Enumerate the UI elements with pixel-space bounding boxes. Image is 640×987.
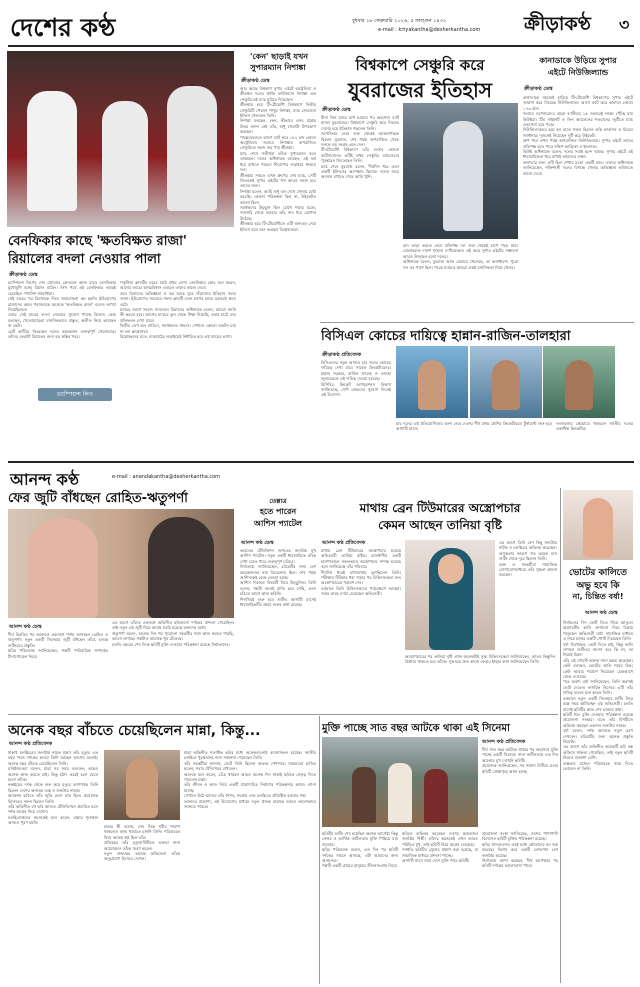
benfica-byline: ক্রীড়াকণ্ঠ ডেস্ক xyxy=(9,272,38,278)
bcl-article-body: বিসিএলের নতুন আসরে চার দলের কোচের দায়িত্বে দেখা যাবে সাবেক ক্রিকেটারদের। হান্নান সরকার, রাজিন সালেহ ও তালহা জুবায়েরকে এই দায়িত্ব দেওয়া হয়েছে। বিসিবির ক্রিকেট অপারেশনস বিভাগ জানিয়েছে, দেশি কোচদের সুযোগ দিতেই এই উদ্যোগ। xyxy=(321,360,391,398)
football-celebration-photo xyxy=(7,51,234,227)
voter-headline-3: না, চিন্তিত বর্ষা! xyxy=(572,592,624,601)
kanada-headline-2: এইটে নিউজিল্যান্ড xyxy=(547,68,609,77)
benfica-article-body-2: পর্তুগিজ ক্লাবটির ঘরের মাঠে প্রথম লেগ। বেনফিকার কোচ মনে করেন, আগের জয়ের আত্মবিশ্বাস এবারও তাদের কাজে দেবে। তবে রিয়ালের অভিজ্ঞতা ও বড় ম্যাচে ঘুরে দাঁড়ানোর ইতিহাস সবার জানা। ইউরোপের সবচেয়ে সফল ক্লাবটি এমন চাপের ম্যাচে বরাবরই জ্বলে ওঠে। ম্যাচের আগে সংবাদ সম্মেলনে রিয়ালের অধিনায়ক বলেন, আমরা জানি কী করতে হবে। আগের ম্যাচের ভুল থেকে শিক্ষা নিয়েছি, এবার মাঠে তার প্রতিফলন দেখা যাবে। দ্বিতীয় লেগ হবে মাদ্রিদে, সমর্থকদের সামনে। সেখানে কোনো অঘটন চায় না লস ব্লাঙ্কোসরা। বিশ্লেষকদের মতে, মাঝমাঠের লড়াইয়েই নির্ধারিত হবে এই ম্যাচের ভাগ্য। xyxy=(120,280,236,340)
actor-face xyxy=(126,758,158,818)
mukti-article-body-3: ছবিতে অভিনয় করেছেন দেশের কয়েকজন জনপ্রিয় শিল্পী। তাঁদের অনেকেই এখন আরও পরিচিত মুখ, তাই ছবিটি নিয়ে আগ্রহ বেড়েছে। সম্প্রতি ছবিটির ট্রেলার প্রকাশ করা হয়েছে, যা সামাজিক মাধ্যমে প্রশংসা পাচ্ছে। আগামী মাসে সারা দেশে মুক্তি পাবে ছবিটি। xyxy=(402,831,478,864)
kanada-byline: ক্রীড়াকণ্ঠ ডেস্ক xyxy=(524,86,553,92)
actress-figure xyxy=(28,519,98,618)
batsman-figure xyxy=(443,121,483,231)
tania-article-body-2: অস্ত্রোপচারের পর তানিয়া বৃষ্টি এখন অনেকটাই সুস্থ। চিকিৎসকেরা জানিয়েছেন, আরও কিছুদিন বিশ্রামে থাকতে হবে তাঁকে। সুস্থ হয়ে দ্রুত কাজে ফেরার ইচ্ছার কথা জানিয়েছেন তিনি। xyxy=(405,654,555,665)
mukti-article-body-4: প্রযোজনা সংস্থা জানিয়েছে, দেশের পাশাপাশি বিদেশেও ছবিটি মুক্তির পরিকল্পনা রয়েছে। ছবির গানগুলোও এরই মধ্যে শ্রোতাদের মন জয় করেছে। বিশেষ করে একটি লোকগান বেশ জনপ্রিয় হয়েছে। নির্মাতারা আশা করছেন, দীর্ঘ অপেক্ষার পর ছবিটি দর্শকের ভালোবাসা পাবে। xyxy=(482,831,558,869)
borsha-photo xyxy=(563,490,633,560)
dateline: বুধবার ১৮ ফেব্রুয়ারি ২০২৬, ৫ ফাল্গুন ১৪৩২ xyxy=(352,18,447,24)
tania-article-body-3: এর আগে তিনি বেশ কিছু জনপ্রিয় নাটক ও চলচ্চিত্রে অভিনয় করেছেন। অসুস্থতার কারণে গত কয়েক মাস শুটিং থেকে দূরে ছিলেন তিনি। ভক্ত ও সহকর্মীরা সামাজিক যোগাযোগমাধ্যমে তাঁর সুস্থতা কামনা করছেন। xyxy=(499,540,557,578)
bcl-byline: ক্রীড়াকণ্ঠ প্রতিবেদক xyxy=(322,352,362,358)
tania-article-body: মাথায় ব্রেন টিউমারের অস্ত্রোপচার হয়েছে অভিনেত্রী তানিয়া বৃষ্টির। রাজধানীর একটি হাসপাতালে সফলভাবে অস্ত্রোপচার সম্পন্ন হয়েছে বলে জানিয়েছে তাঁর পরিবার। দীর্ঘদিন ধরেই মাথাব্যথায় ভুগছিলেন তিনি। পরীক্ষায় টিউমার ধরা পড়ার পর চিকিৎসকেরা দ্রুত অস্ত্রোপচারের পরামর্শ দেন। বর্তমানে তিনি চিকিৎসকদের পর্যবেক্ষণে আছেন। সবার কাছে দোয়া চেয়েছেন অভিনেত্রী। xyxy=(321,548,401,597)
coach-face xyxy=(492,360,520,410)
coach-face xyxy=(565,360,593,410)
kanada-headline-1: কানাডাকে উড়িয়ে সুপার xyxy=(539,56,617,65)
crowd-figure xyxy=(352,767,376,823)
ashi-kicker: তেল্লাত্র xyxy=(269,498,287,505)
coach-face xyxy=(418,360,446,410)
ashi-byline: আনন্দ কণ্ঠ ডেস্ক xyxy=(241,540,274,546)
ashi-article-body: ভারতের টেলিভিশন জগতের জনপ্রিয় মুখ আশিস প্যাটেল। নতুন একটি ধারাবাহিকে তাঁকে দেখা যেতে পারে গুরুত্বপূর্ণ চরিত্রে। নির্মাতারা জানিয়েছেন, চরিত্রটির জন্য বেশ কয়েকজনের নাম বিবেচনায় ছিল। শেষ পর্যন্ত আশিসকেই বেছে নেওয়া হচ্ছে। আশিস নিজেও বিষয়টি নিয়ে উচ্ছ্বসিত। তিনি বলেন, গল্পটা শুনেই রাজি হয়ে গেছি, এমন চরিত্রে আগে কাজ করিনি। শিগগিরই শুরু হবে শুটিং। আগামী মাসেই ধারাবাহিকটির প্রচার শুরুর কথা রয়েছে। xyxy=(240,548,316,608)
badge-label: চ্যাম্পিয়ন্স লিগ xyxy=(57,391,93,398)
bcl-article-body-3: দলগুলোর স্কোয়াডে থাকবেন জাতীয় দলের একাধিক ক্রিকেটার। xyxy=(556,421,633,432)
tania-headline-1: মাথায় ব্রেন টিউমারের অস্ত্রোপচার xyxy=(359,501,521,515)
kane-byline: ক্রীড়াকণ্ঠ ডেস্ক xyxy=(241,78,270,84)
yuvraj-article-body: টানা তিন ম্যাচে ব্যর্থ হওয়ার পর অবশেষে ব্যাট হাসল যুবরাজের। বিশ্বকাপে সেঞ্চুরি করে নিজের দেশের হয়ে ইতিহাস গড়লেন তিনি। ওপেনিংয়ে নেমে শুরু থেকেই আক্রমণাত্মক ছিলেন যুবরাজ, শেষ পর্যন্ত অপরাজিত থেকে দলকে বড় সংগ্রহ এনে দেন। টি-টোয়েন্টি বিশ্বকাপে তাঁর দেশের কোনো ব্যাটসম্যানের এটিই প্রথম সেঞ্চুরি। ম্যাচসেরার পুরস্কারও জিতেছেন তিনি। ম্যাচ শেষে যুবরাজ বলেন, দীর্ঘদিন ধরে এমন একটি ইনিংসের অপেক্ষায় ছিলাম। দলের জয়ে অবদান রাখতে পেরে আমি খুশি। xyxy=(321,115,399,180)
champions-league-badge xyxy=(38,388,112,401)
sports-section-rule xyxy=(8,461,634,463)
divider xyxy=(560,488,561,983)
kane-kicker: 'কেন' ছাড়াই যখন xyxy=(249,52,309,61)
player-figure xyxy=(27,91,77,211)
anando-section-title: আনন্দ কণ্ঠ xyxy=(10,470,79,489)
kane-article-body: আর আছে বিশ্বকাপ সুপার এইটে অস্ট্রেলিয়া ও শ্রীলঙ্কা। দলের প্রধান ব্যাটসম্যান নিশাঙ্কা এক সেঞ্চুরিতেই ম্যাচ ঘুরিয়ে দিয়েছেন। শ্রীলঙ্কার হয়ে টি-টোয়েন্টি বিশ্বকাপে দ্বিতীয় সেঞ্চুরিটি পেলেন পাথুম নিশাঙ্কা, ম্যাচ জেতানো ইনিংস খেললেন তিনি। নিশাঙ্কা বলছেন, কেন, কীভাবে এসব প্রশ্নের উত্তর জানা নেই তাঁর, শুধু খেলাটা উপভোগ করছেন। পাল্লেকেলেতে আগে ব্যাট করে ১৮২ রান তোলে অস্ট্রেলিয়া। জবাবে নিশাঙ্কার অপরাজিত সেঞ্চুরিতে সহজ জয় পায় শ্রীলঙ্কা। ম্যাচ শেষে সতীর্থরা তাঁকে সুপারম্যান বলে ডাকছেন। দলের অধিনায়ক বলছেন, এই ফর্ম ধরে রাখতে পারলে শিরোপার লড়াইয়ে থাকবে দল। শ্রীলঙ্কার সামনে এখন গ্রুপের শেষ ম্যাচ, সেটি জিতলেই সুপার এইটের পথ আরও সহজ হবে তাদের জন্য। নিশাঙ্কা বলেন, আমি শুধু বল দেখে খেলার চেষ্টা করেছি। কোনো পরিকল্পনা ছিল না, উইকেটও ভালো ছিল। সমর্থকদের উচ্ছ্বাস ছিল চোখে পড়ার মতো, গ্যালারি থেকে বারবার তাঁর নাম ধরে স্লোগান উঠেছে। শ্রীলঙ্কার হয়ে টি-টোয়েন্টিতে এটি অন্যতম সেরা ইনিংস বলে মনে করছেন বিশ্লেষকেরা। xyxy=(240,86,316,232)
mukti-article-body-2: ছবিটির শুটিং শেষ হয়েছিল অনেক আগেই। কিন্তু সেন্সর ও আর্থিক জটিলতায় মুক্তি পিছিয়ে যায় বারবার। ছবির পরিচালক বলেন, এত দিন পর ছবিটি দর্শকের সামনে আসছে, এটা আমাদের জন্য আনন্দের। গল্পটি একটি গ্রামের মানুষের জীবনসংগ্রাম নিয়ে। xyxy=(322,831,398,869)
mukti-byline: আনন্দ কণ্ঠ প্রতিবেদক xyxy=(482,739,526,745)
benfica-article-body: চ্যাম্পিয়ন্স লিগের শেষ ষোলোর প্লে-অফে আজ রাতে বেনফিকার মুখোমুখি হচ্ছে রিয়াল মাদ্রিদ। লিগ পর্বে এই বেনফিকার কাছেই হেরেছিল স্প্যানিশ জায়ান্টরা। সেই হারের পর রিয়ালকে নিয়ে সমালোচনা কম হয়নি। ইউরোপের রাজাদের অমন পরাজয়কে অনেকে 'ক্ষতবিক্ষত রাজা' বলেও আখ্যা দিয়েছিলেন। এবার সেই হারের বদলা নেওয়ার সুযোগ পাচ্ছে রিয়াল। কোচ বলছেন, খেলোয়াড়েরা মানসিকভাবে প্রস্তুত, অতীত নিয়ে ভাবছেন না কেউ। চোট কাটিয়ে ফিরেছেন দলের কয়েকজন গুরুত্বপূর্ণ খেলোয়াড়। তাঁদের ফেরাটা রিয়ালের জন্য বড় স্বস্তির খবর। xyxy=(8,280,116,340)
divider xyxy=(319,716,320,984)
voter-headline-1: ভোটের কালিতে xyxy=(568,568,628,578)
masthead xyxy=(0,0,640,46)
bcl-headline: বিসিএল কোচের দায়িত্বে হান্নান-রাজিন-তালহারা xyxy=(321,329,571,344)
brand-logo: দেশের কণ্ঠ xyxy=(10,13,116,42)
coach-photo-3 xyxy=(543,346,615,418)
rohit-headline: ফের জুটি বাঁধছেন রোহিত-ঋতুপর্ণা xyxy=(8,491,188,506)
coach-photo-1 xyxy=(396,346,468,418)
section-title: ক্রীড়াকণ্ঠ xyxy=(524,13,591,35)
player-figure xyxy=(102,101,148,211)
yuvraj-byline: ক্রীড়াকণ্ঠ ডেস্ক xyxy=(322,107,351,113)
masthead-rule xyxy=(8,45,634,47)
manna-article-body-3: মান্না অভিনীত শতাধিক ছবির মধ্যে অনেকগুলোই ব্যবসাসফল হয়েছে। জাতীয় চলচ্চিত্র পুরস্কারসহ নানা সম্মাননা পেয়েছেন তিনি। তাঁর সহকর্মীরা জানান, সেটে তিনি ছিলেন অত্যন্ত পেশাদার। সময়মতো হাজির হতেন, সবার খোঁজখবর রাখতেন। অনেকে মনে করেন, বেঁচে থাকলে আরও অনেক দিন ঢাকাই ছবিকে নেতৃত্ব দিতে পারতেন মান্না। তাঁর জীবন ও কাজ নিয়ে একটি প্রামাণ্যচিত্র নির্মাণের পরিকল্পনার কথাও শোনা যাচ্ছে। সেখানে উঠে আসবে তাঁর শৈশব, সংগ্রাম এবং চলচ্চিত্রে প্রতিষ্ঠিত হওয়ার গল্প। ভক্তদের প্রত্যাশা, এই উদ্যোগের মাধ্যমে নতুন প্রজন্ম মান্নাকে আরও ভালোভাবে জানতে পারবে। xyxy=(184,750,316,810)
crowd-figure xyxy=(424,769,448,823)
yuvraj-headline-2: যুবরাজের ইতিহাস xyxy=(348,78,492,102)
rohit-byline: আনন্দ কণ্ঠ ডেস্ক xyxy=(9,624,42,630)
rohit-photo xyxy=(8,509,234,618)
rohit-article-body: দীর্ঘ বিরতির পর আবারও একসঙ্গে পর্দায় আসছেন রোহিত ও ঋতুপর্ণা। নতুন একটি সিনেমায় জুটি বাঁধছেন তাঁরা, চলছে শুটিংয়ের প্রস্তুতি। ছবির পরিচালক জানিয়েছেন, গল্পটি পারিবারিক সম্পর্কের টানাপোড়েন নিয়ে। xyxy=(8,632,108,659)
coach-photo-2 xyxy=(470,346,542,418)
kanada-article-body: কানাডাকে সহজেই হারিয়ে টি-টোয়েন্টি বিশ্বকাপের সুপার এইটে জায়গা করে নিয়েছে নিউজিল্যান্ড। আগে ব্যাট করে কানাডা তোলে ১৭৩ রান। জবাবে ওপেনারদের ঝড়ো ব্যাটিংয়ে ১৫ ওভারেই লক্ষ্যে পৌঁছে যায় কিউইরা। টিম সাইফার্ট ও ফিন অ্যালেনের শতরানের জুটিতে ম্যাচ একপেশে হয়ে পড়ে। নিউজিল্যান্ডের হয়ে বল হাতে সফল ছিলেন লকি ফার্গুসন ও মিচেল স্যান্টনার। দুজনেই নিয়েছেন দুটি করে উইকেট। গ্রুপ পর্বে এখন পর্যন্ত অপরাজিত নিউজিল্যান্ড। সুপার এইটে তাদের প্রতিপক্ষ হতে পারে দক্ষিণ আফ্রিকা ও ইংল্যান্ড। কিউই অধিনায়ক বলেন, দলের সবাই ছন্দে আছে। সুপার এইটে এই ধারাবাহিকতা ধরে রাখাই আমাদের লক্ষ্য। কানাডার জন্য এটি ছিল শেখার মতো একটি ম্যাচ। তাদের অধিনায়ক জানিয়েছেন, শক্তিশালী দলের বিপক্ষে খেলার অভিজ্ঞতা ভবিষ্যতে কাজে দেবে। xyxy=(523,95,633,176)
mukti-photo xyxy=(322,737,478,827)
voter-article-body: নির্বাচনের দিন ভোট দিতে গিয়ে আঙুলে অমোচনীয় কালি লাগানো নিয়ে চিন্তায় পড়েছেন অভিনেত্রী বর্ষা। সামাজিক মাধ্যমে এ নিয়ে মজার একটি পোস্ট দিয়েছেন তিনি। বর্ষা লিখেছেন, ভোট দিতে চাই, কিন্তু কালি লাগলে শুটিংয়ে সমস্যা হবে কি না, তা নিয়েই চিন্তা। তাঁর এই পোস্টে ভক্তরা নানা মন্তব্য করেছেন। কেউ বলছেন, ভোটের কালি গর্বের চিহ্ন; কেউ আবার পরামর্শ দিয়েছেন মেকআপে ঢেকে দেওয়ার। পরে অবশ্য বর্ষা জানিয়েছেন, তিনি অবশ্যই ভোট দেবেন। নাগরিক হিসেবে এটি তাঁর দায়িত্ব বলেও মনে করেন তিনি। বর্তমানে নতুন একটি সিনেমার শুটিং নিয়ে ব্যস্ত সময় কাটাচ্ছেন এই অভিনেত্রী। চলতি মাসেই ছবিটির কাজ শেষ হওয়ার কথা। ছবিটি ঈদে মুক্তি দেওয়ার পরিকল্পনা রয়েছে প্রযোজনা সংস্থার। এতে তাঁর বিপরীতে অভিনয় করছেন একজন জনপ্রিয় নায়ক। বর্ষা বলেন, দর্শক আমাকে নতুন রূপে দেখবেন। চরিত্রটির জন্য অনেক প্রস্তুতি নিয়েছি। এর আগে তাঁর অভিনীত কয়েকটি ছবি বক্স অফিসে সাফল্য পেয়েছিল, তাই নতুন ছবিটি নিয়েও প্রত্যাশা বেশি। ব্যস্ততার মধ্যেও পরিবারকে সময় দিতে ভোলেন না তিনি। xyxy=(563,620,633,771)
voter-headline-2: অভু হবে কি xyxy=(576,581,620,591)
manna-photo xyxy=(104,750,180,820)
anando-email: e-mail : anandakantha@desherkantha.com xyxy=(112,474,221,480)
yuvraj-headline-1: বিশ্বকাপে সেঞ্চুরি করে xyxy=(355,56,485,74)
manna-article-body: ঢাকাই চলচ্চিত্রের জনপ্রিয় নায়ক মান্না। তাঁর মৃত্যুর এত বছর পরও দর্শকের হৃদয়ে তিনি আছেন আগের মতোই। অনেক বছর বাঁচতে চেয়েছিলেন তিনি। ঘনিষ্ঠজনেরা বলেন, মান্না সব সময় বলতেন, আরও অনেক কাজ করতে চাই। কিন্তু হঠাৎ করেই চলে যেতে হলো তাঁকে। নব্বইয়ের দশক থেকে শুরু করে মৃত্যুর আগপর্যন্ত তিনি ছিলেন দেশের অন্যতম ব্যস্ত ও জনপ্রিয় নায়ক। অ্যাকশন ছবিতে তাঁর জুড়ি মেলা ভার ছিল। প্রযোজক হিসেবেও সফল ছিলেন তিনি। তাঁর অভিনীত বহু ছবি আজও টেলিভিশনে প্রচারিত হলে দর্শক আগ্রহ নিয়ে দেখেন। চলচ্চিত্রাঙ্গনের অনেকেই মনে করেন, মান্নার শূন্যস্থান আজও পূরণ হয়নি। xyxy=(8,750,98,826)
yuvraj-photo xyxy=(403,103,518,239)
actress-face xyxy=(583,498,613,558)
divider xyxy=(320,322,634,323)
benfica-headline-2: রিয়ালের বদলা নেওয়ার পালা xyxy=(8,252,161,267)
actress-face xyxy=(438,554,464,584)
actor-figure xyxy=(148,517,214,618)
email-line: e-mail : krtyakantha@desherkantha.com xyxy=(378,27,481,33)
player-figure xyxy=(167,86,217,211)
yuvraj-article-body-2: রান তাড়া করতে নেমে প্রতিপক্ষ দল শুরু থেকেই চাপে পড়ে যায়। বোলাররাও দারুণ শৃঙ্খলা দেখিয়েছেন। এই জয়ে সুপার এইটের সম্ভাবনা আরও উজ্জ্বল হলো দলের। অধিনায়ক বলেন, যুবরাজ আজ যেভাবে খেলেছে, তা অসাধারণ। পুরো দল ওর পাশে ছিল। পরের ম্যাচেও আমরা একই মানসিকতা নিয়ে খেলব। xyxy=(403,243,518,270)
voter-byline: আনন্দ কণ্ঠ ডেস্ক xyxy=(585,610,618,616)
tania-headline-2: কেমন আছেন তানিয়া বৃষ্টি xyxy=(378,518,502,532)
ashi-headline-2: আশিস প্যাটেল xyxy=(253,519,303,528)
manna-article-body-2: মান্নার স্ত্রী বলেন, শেষ দিকে শরীর খারাপ থাকলেও কাজ থামাতে চাননি তিনি। পরিবারকে নিয়ে অনেক স্বপ্ন ছিল তাঁর। প্রতিবছর তাঁর মৃত্যুবার্ষিকীতে ভক্তরা নানা আয়োজনে তাঁকে স্মরণ করেন। নতুন প্রজন্মের অনেক অভিনেতা তাঁকে অনুপ্রেরণা হিসেবে দেখেন। xyxy=(104,824,180,862)
bcl-article-body-2: চার দলের এই প্রতিযোগিতায় অংশ নেবে দেশের শীর্ষ প্রথম শ্রেণির ক্রিকেটাররা। টুর্নামেন্ট শুরু হবে আগামী মাসে। xyxy=(396,421,552,432)
page-number: ৩ xyxy=(619,15,630,34)
benfica-headline-1: বেনফিকার কাছে 'ক্ষতবিক্ষত রাজা' xyxy=(8,234,187,249)
manna-byline: আনন্দ কণ্ঠ প্রতিবেদক xyxy=(9,741,53,747)
mukti-headline: মুক্তি পাচ্ছে সাত বছর আটকে থাকা এই সিনেমা xyxy=(322,723,510,734)
tania-photo xyxy=(405,540,495,650)
divider xyxy=(8,714,558,715)
manna-headline: অনেক বছর বাঁচতে চেয়েছিলেন মান্না, কিন্তু... xyxy=(8,723,261,739)
ashi-headline-1: হতে পারেন xyxy=(259,507,297,516)
kane-kicker-2: সুপারম্যান নিশাঙ্কা xyxy=(250,63,306,72)
mukti-article-body: দীর্ঘ সাত বছর আটকে থাকার পর অবশেষে মুক্তি পাচ্ছে একটি সিনেমা। নানা জটিলতায় এত দিন আলোর মুখ দেখেনি ছবিটি। প্রযোজক জানিয়েছেন, সব সমস্যা মিটিয়ে এবার ছবিটি প্রেক্ষাগৃহে আনা হচ্ছে। xyxy=(482,747,558,774)
tania-byline: আনন্দ কণ্ঠ প্রতিবেদক xyxy=(322,540,366,546)
rohit-article-body-2: এর আগে তাঁদের একসঙ্গে অভিনীত ছবিগুলো দর্শকের প্রশংসা পেয়েছিল। তাই নতুন এই জুটি নিয়ে আগ্রহ তৈরি হয়েছে ভক্তদের মধ্যে। ঋতুপর্ণা বলেন, অনেক দিন পর পুরোনো সহকর্মীর সঙ্গে কাজ করতে পারছি, ভালো লাগছে। গল্পটাও আমাকে খুব টেনেছে। চলতি বছরের শেষ দিকে ছবিটি মুক্তি দেওয়ার পরিকল্পনা রয়েছে নির্মাতাদের। xyxy=(112,620,234,647)
crowd-figure xyxy=(388,763,412,823)
